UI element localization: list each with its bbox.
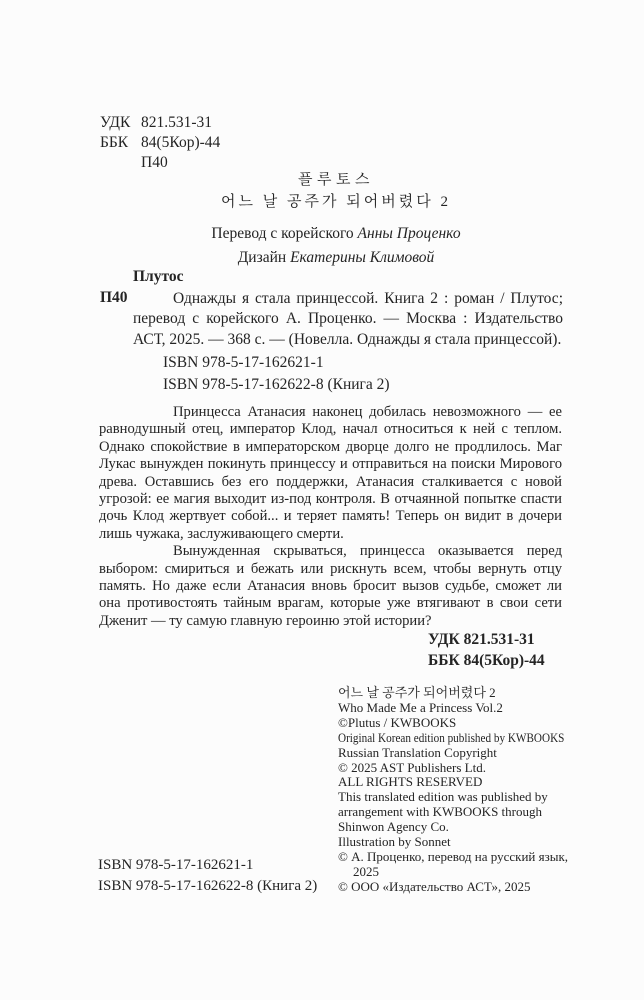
colophon-arrangement-1: This translated edition was published by (338, 789, 548, 805)
design-credit (100, 249, 572, 267)
bbk-value: 84(5Кор)-44 (141, 134, 221, 151)
colophon-plutus-copyright: ©Plutus / KWBOOKS (338, 714, 457, 730)
classification-bottom-block (428, 630, 545, 671)
colophon-korean-title: 어느 날 공주가 되어버렸다 2 (338, 685, 496, 700)
annotation-block (99, 404, 562, 630)
colophon-translator-copyright-year: 2025 (353, 863, 379, 879)
designer-name: Екатерины Климовой (290, 249, 435, 266)
colophon-english-title: Who Made Me a Princess Vol.2 (338, 699, 503, 715)
korean-title-block (100, 169, 572, 213)
catalog-author: Плутос (133, 268, 184, 285)
bbk-label: ББК (100, 134, 129, 151)
translation-credit (100, 225, 572, 243)
colophon-original-edition: Original Korean edition published by KWBOOKS (338, 729, 565, 745)
korean-book-title: 어느 날 공주가 되어버렸다 2 (221, 194, 451, 210)
bbk-top-row (100, 133, 220, 153)
udk-bottom: УДК 821.531-31 (428, 631, 535, 648)
isbn-line: ISBN 978-5-17-162622-8 (Книга 2) (98, 877, 318, 894)
isbn-line: ISBN 978-5-17-162621-1 (98, 857, 254, 873)
translation-label: Перевод с корейского (211, 225, 354, 242)
translator-name: Анны Проценко (357, 225, 461, 242)
isbn-line: ISBN 978-5-17-162621-1 (163, 354, 324, 371)
udk-label: УДК (100, 114, 131, 131)
colophon-ast-copyright: © 2025 AST Publishers Ltd. (338, 759, 486, 775)
author-code: П40 (141, 154, 168, 171)
annotation-paragraph-1: Принцесса Атанасия наконец добилась невозможного — ее равнодушный отец, император Клод, начал относиться к ней с теплом. Однако спокойствие в императорском дворце долго не продлилось. Маг Лукас вынужден покинуть принцессу и отправиться на поиски Мирового древа. Оставшись без его поддержки, Атанасия сталкивается с новой угрозой: ее магия выходит из-под контроля. В отчаянной попытке спасти дочь Клод жертвует собой... и теряет память! Теперь он видит в дочери лишь чужака, заслуживающего смерти. (99, 404, 562, 542)
annotation-paragraph-2: Вынужденная скрываться, принцесса оказывается перед выбором: смириться и бежать или рискнуть всем, чтобы вернуть отцу память. Но даже если Атанасия вновь бросит вызов судьбе, сможет ли она противостоять тайным врагам, которые уже втягивают в свои сети Дженит — ту самую главную героиню этой истории? (99, 543, 562, 629)
colophon-russian-translation: Russian Translation Copyright (338, 744, 497, 760)
bbk-bottom: ББК 84(5Кор)-44 (428, 651, 545, 669)
colophon-agency: Shinwon Agency Co. (338, 819, 449, 835)
colophon-rights-reserved: ALL RIGHTS RESERVED (338, 774, 483, 790)
copyright-colophon (338, 686, 580, 895)
isbn-bottom-block (98, 855, 317, 897)
isbn-line: ISBN 978-5-17-162622-8 (Книга 2) (163, 375, 390, 393)
catalog-description: Однажды я стала принцессой. Книга 2 : роман / Плутос; перевод с корейского А. Проценко. — Москва : Издательство АСТ, 2025. — 368 с. — (Новелла. Однажды я стала принцессой). (133, 290, 563, 348)
udk-value: 821.531-31 (141, 114, 213, 131)
catalog-author-code: П40 (100, 289, 128, 306)
design-label: Дизайн (237, 249, 287, 266)
colophon-arrangement-2: arrangement with KWBOOKS through (338, 804, 542, 820)
colophon-illustration: Illustration by Sonnet (338, 834, 451, 850)
catalog-isbn-block (163, 352, 390, 395)
korean-series-name: 플루토스 (298, 172, 374, 188)
colophon-publisher-copyright: © ООО «Издательство АСТ», 2025 (338, 878, 531, 894)
udk-top-row (100, 113, 220, 133)
classification-top-block (100, 113, 220, 173)
colophon-translator-copyright: © А. Проценко, перевод на русский язык, (338, 848, 569, 864)
